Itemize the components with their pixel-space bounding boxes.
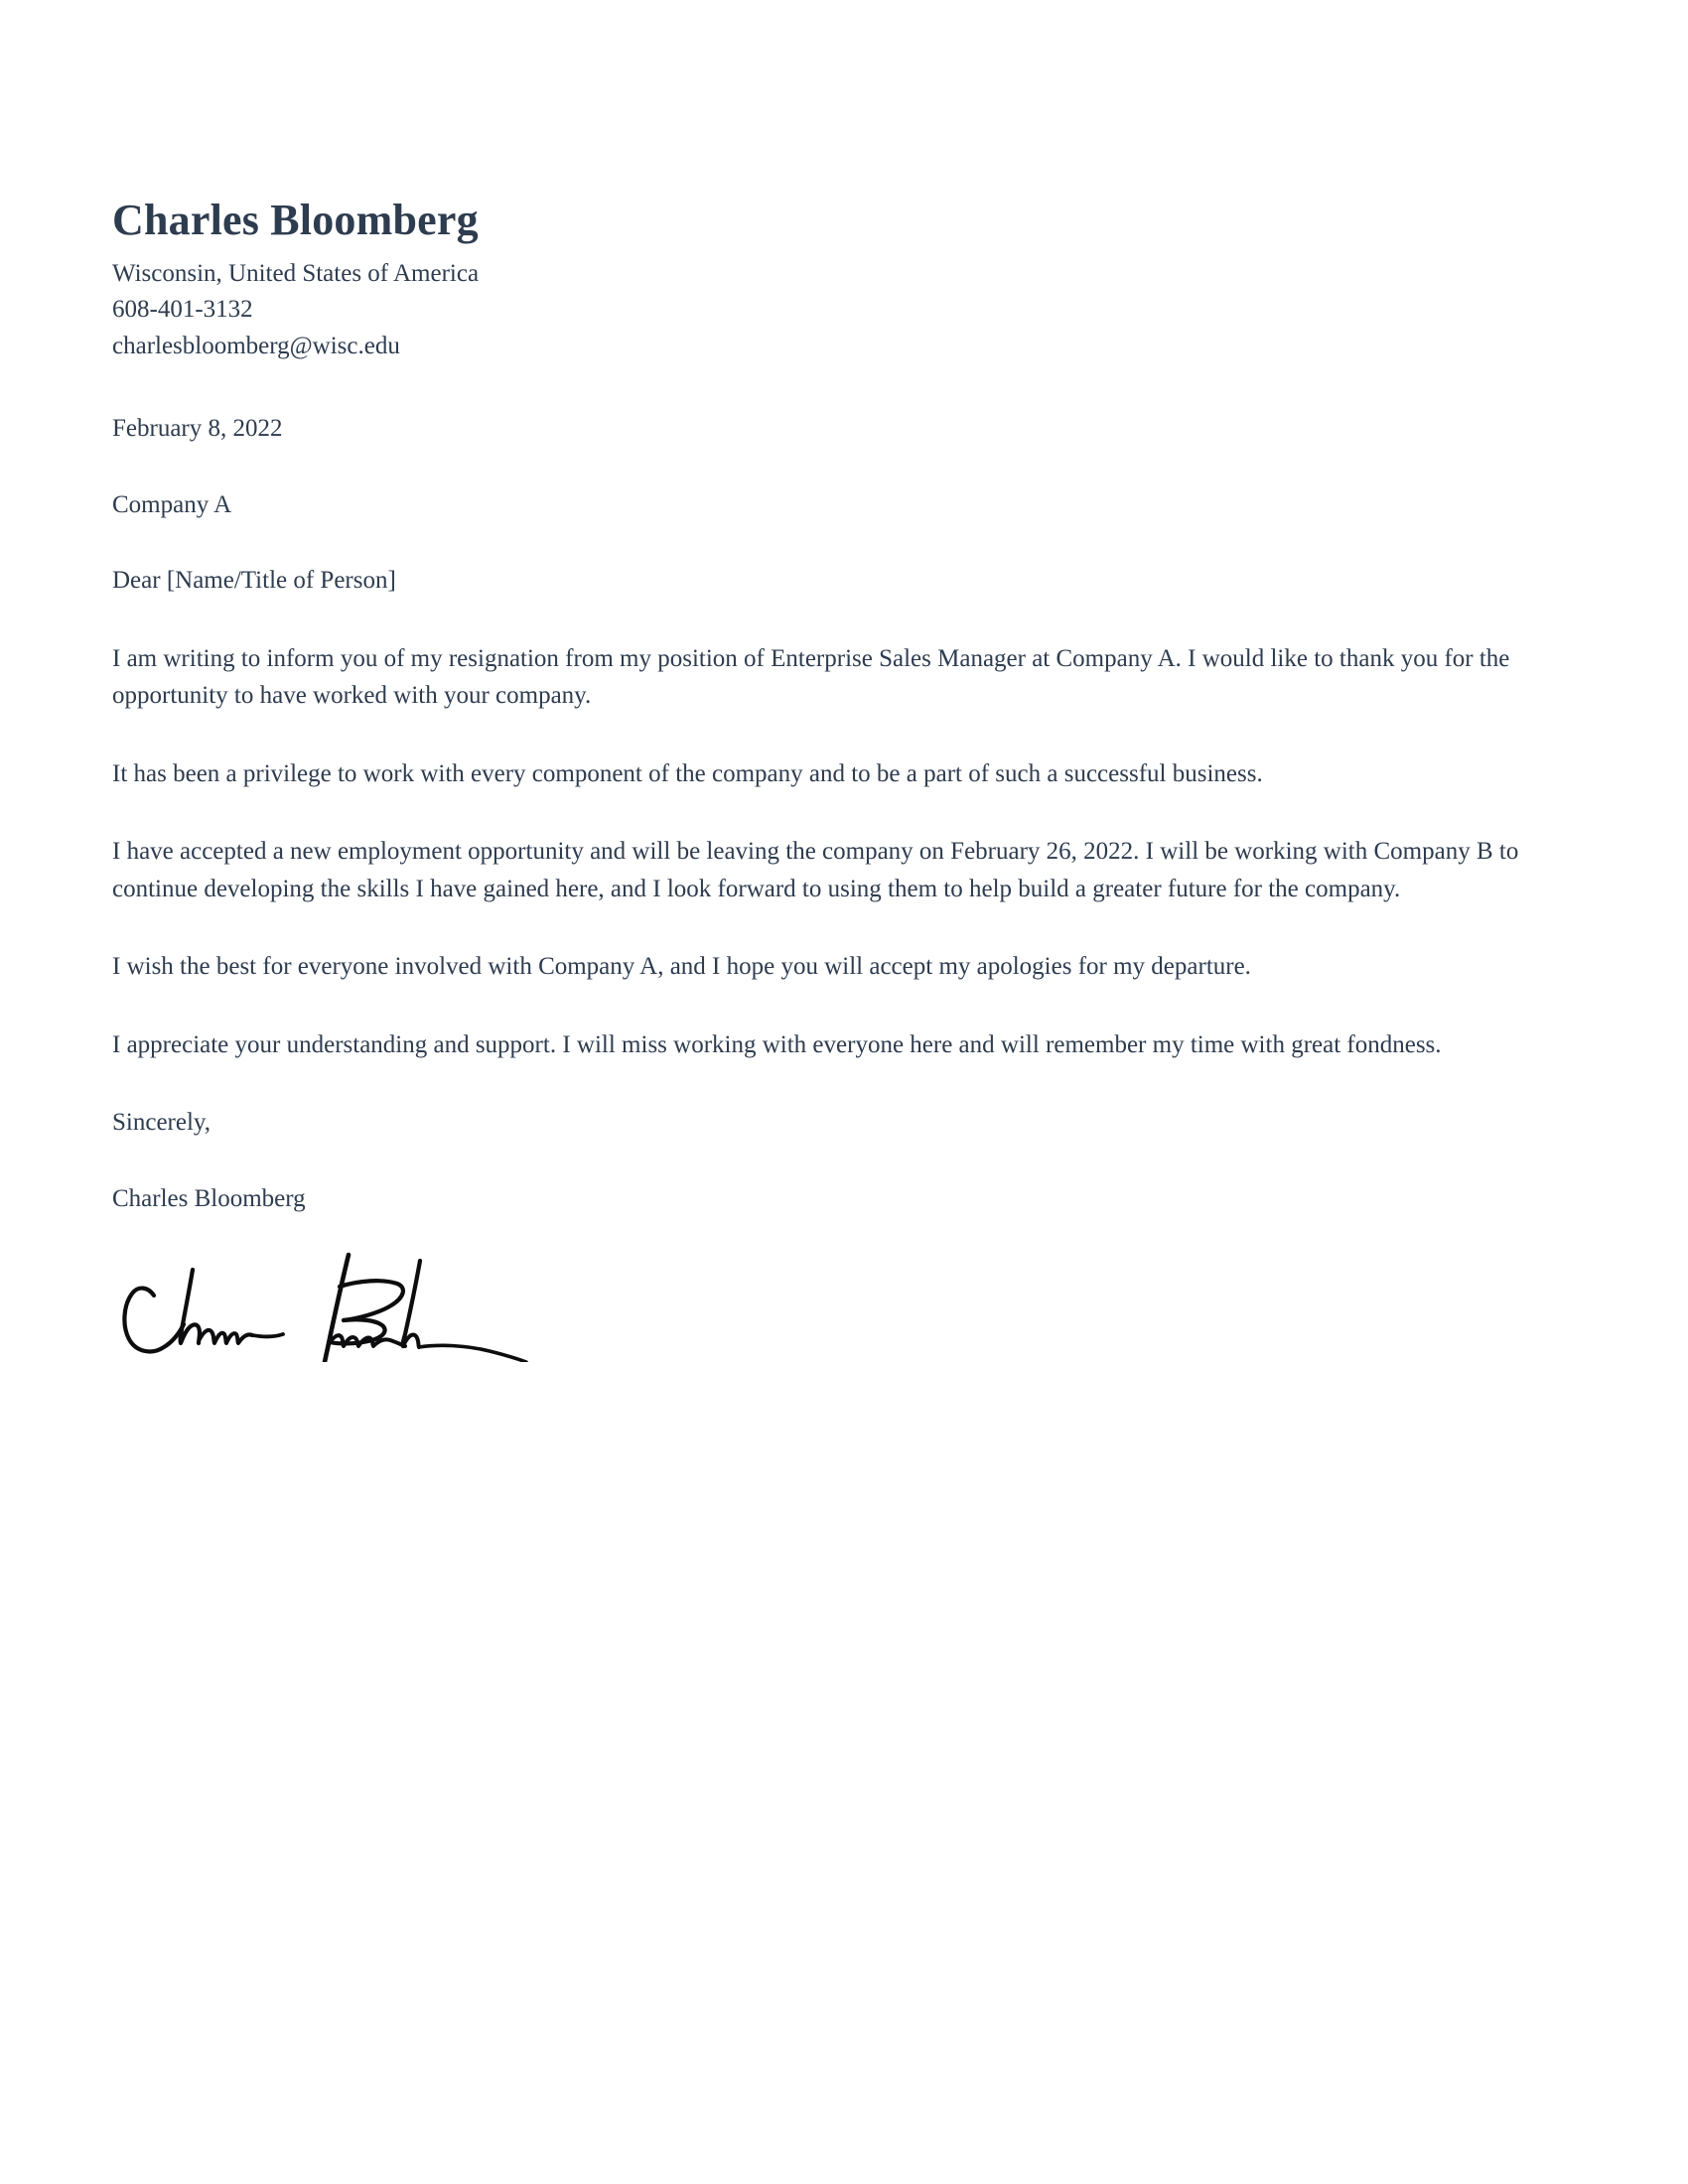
sender-block <box>112 195 1562 364</box>
body-paragraph-2: It has been a privilege to work with every component of the company and to be a part of such a successful business. <box>112 759 1263 787</box>
body-paragraph-3: I have accepted a new employment opportunity and will be leaving the company on February 26, 2022. I will be working with Company B to continue developing the skills I have gained here, and I look forward to using them to help build a greater future for the company. <box>112 838 1519 902</box>
sender-email: charlesbloomberg@wisc.edu <box>112 332 400 359</box>
body-paragraph-1: I am writing to inform you of my resignation from my position of Enterprise Sales Manager at Company A. I would like to thank you for the opportunity to have worked with your company. <box>112 644 1510 710</box>
spacer-before-recipient <box>112 448 1562 487</box>
spacer-before-salutation <box>112 523 1562 563</box>
letter-body <box>112 195 1562 1362</box>
spacer-before-closing <box>112 1063 1562 1105</box>
sender-location: Wisconsin, United States of America <box>112 259 480 287</box>
sender-phone: 608-401-3132 <box>112 296 253 324</box>
spacer-before-date <box>112 364 1562 411</box>
spacer-before-paragraph-3 <box>112 792 1562 833</box>
signature-name: Charles Bloomberg <box>112 1184 306 1212</box>
spacer-before-paragraph-4 <box>112 907 1562 948</box>
recipient-company: Company A <box>112 490 232 518</box>
closing-salutation: Sincerely, <box>112 1109 211 1137</box>
body-paragraph-4: I wish the best for everyone involved with Company A, and I hope you will accept my apologies for my departure. <box>112 953 1251 981</box>
salutation: Dear [Name/Title of Person] <box>112 567 396 595</box>
sender-name: Charles Bloomberg <box>112 196 479 244</box>
spacer-before-signature-name <box>112 1142 1562 1181</box>
handwritten-signature-icon <box>112 1243 529 1362</box>
body-paragraph-5: I appreciate your understanding and support. I will miss working with everyone here and will remember my time with great fondness. <box>112 1030 1442 1058</box>
spacer-before-paragraph-1 <box>112 600 1562 640</box>
letter-date: February 8, 2022 <box>112 415 283 443</box>
spacer-before-paragraph-5 <box>112 986 1562 1026</box>
spacer-before-signature-image <box>112 1217 1562 1243</box>
spacer-before-paragraph-2 <box>112 715 1562 755</box>
